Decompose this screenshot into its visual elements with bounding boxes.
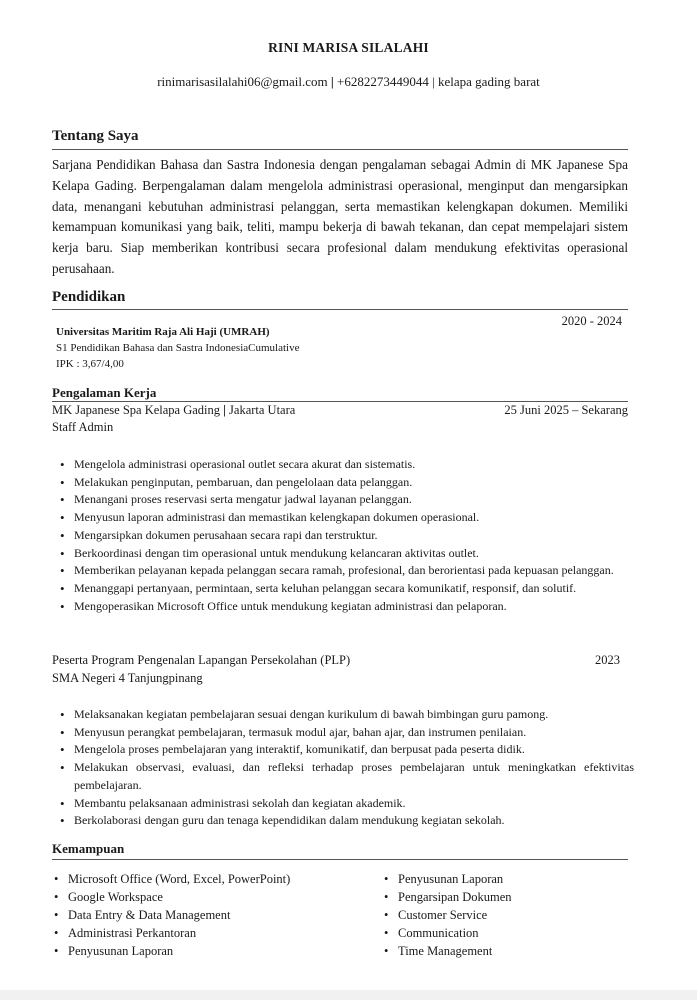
education-title: Pendidikan — [52, 289, 126, 305]
education-gpa: IPK : 3,67/4,00 — [56, 358, 124, 370]
section-divider — [52, 401, 628, 402]
job1-role: Staff Admin — [52, 420, 114, 434]
experience-title: Pengalaman Kerja — [52, 385, 157, 400]
skills-list-right — [382, 870, 632, 960]
skill-item: • Penyusunan Laporan — [382, 870, 632, 888]
skill-item: • Administrasi Perkantoran — [52, 924, 372, 942]
section-divider — [52, 859, 628, 860]
location: kelapa gading barat — [438, 74, 540, 89]
list-item: • Melakukan observasi, evaluasi, dan refleksi terhadap proses pembelajaran untuk meningkatkan efektivitas pembelajaran. — [52, 759, 634, 794]
job2-responsibilities — [52, 706, 634, 830]
email-link[interactable]: rinimarisasilalahi06@gmail.com — [157, 74, 328, 89]
section-divider — [52, 309, 628, 310]
education-degree: S1 Pendidikan Bahasa dan Sastra IndonesiaCumulative — [56, 342, 300, 354]
list-item: • Menyusun laporan administrasi dan memastikan kelengkapan dokumen operasional. — [52, 509, 634, 527]
separator: | — [223, 403, 226, 417]
job2-program: Peserta Program Pengenalan Lapangan Persekolahan (PLP) — [52, 653, 351, 667]
list-item: • Menanggapi pertanyaan, permintaan, serta keluhan pelanggan secara komunikatif, responsif, dan solutif. — [52, 580, 634, 598]
list-item: • Menyusun perangkat pembelajaran, termasuk modul ajar, bahan ajar, dan instrumen penilaian. — [52, 724, 634, 742]
skill-item: • Data Entry & Data Management — [52, 906, 372, 924]
list-item: • Mengoperasikan Microsoft Office untuk mendukung kegiatan administrasi dan pelaporan. — [52, 598, 634, 616]
skills-list-left — [52, 870, 372, 960]
skills-title: Kemampuan — [52, 841, 125, 856]
skill-item: • Customer Service — [382, 906, 632, 924]
job1-company: MK Japanese Spa Kelapa Gading — [52, 403, 221, 417]
contact-line — [0, 74, 697, 90]
list-item: • Menangani proses reservasi serta mengatur jadwal layanan pelanggan. — [52, 491, 634, 509]
job2-school: SMA Negeri 4 Tanjungpinang — [52, 671, 203, 685]
list-item: • Mengelola proses pembelajaran yang interaktif, komunikatif, dan berpusat pada peserta didik. — [52, 741, 634, 759]
list-item: • Melakukan penginputan, pembaruan, dan pengelolaan data pelanggan. — [52, 474, 634, 492]
job1-company-line — [52, 403, 295, 418]
candidate-name: RINI MARISA SILALAHI — [268, 40, 429, 55]
skill-item: • Penyusunan Laporan — [52, 942, 372, 960]
list-item: • Mengelola administrasi operasional outlet secara akurat dan sistematis. — [52, 456, 634, 474]
list-item: • Memberikan pelayanan kepada pelanggan secara ramah, profesional, dan berorientasi pada kepuasan pelanggan. — [52, 562, 634, 580]
list-item: • Berkoordinasi dengan tim operasional untuk mendukung kelancaran aktivitas outlet. — [52, 545, 634, 563]
job1-city: Jakarta Utara — [229, 403, 296, 417]
skill-item: • Microsoft Office (Word, Excel, PowerPoint) — [52, 870, 372, 888]
section-divider — [52, 149, 628, 150]
skill-item: • Time Management — [382, 942, 632, 960]
about-title: Tentang Saya — [52, 128, 139, 144]
bottom-bar — [0, 990, 697, 1000]
phone-number: +6282273449044 — [337, 74, 429, 89]
job1-period: 25 Juni 2025 – Sekarang — [504, 403, 628, 417]
list-item: • Berkolaborasi dengan guru dan tenaga kependidikan dalam mendukung kegiatan sekolah. — [52, 812, 634, 830]
education-institution: Universitas Maritim Raja Ali Haji (UMRAH) — [56, 326, 270, 338]
skill-item: • Pengarsipan Dokumen — [382, 888, 632, 906]
job2-year: 2023 — [595, 653, 620, 667]
job1-responsibilities — [52, 456, 634, 615]
separator: | — [330, 74, 334, 89]
skill-item: • Communication — [382, 924, 632, 942]
list-item: • Melaksanakan kegiatan pembelajaran sesuai dengan kurikulum di bawah bimbingan guru pamong. — [52, 706, 634, 724]
list-item: • Membantu pelaksanaan administrasi sekolah dan kegiatan akademik. — [52, 795, 634, 813]
skill-item: • Google Workspace — [52, 888, 372, 906]
about-text: Sarjana Pendidikan Bahasa dan Sastra Indonesia dengan pengalaman sebagai Admin di MK Japanese Spa Kelapa Gading. Berpengalaman dalam mengelola administrasi operasional, menginput dan mengarsipkan data, menangani kebutuhan administrasi pelanggan, serta memastikan kelengkapan dokumen. Memiliki kemampuan komunikasi yang baik, teliti, mampu bekerja di bawah tekanan, dan cepat mempelajari sistem kerja baru. Siap memberikan kontribusi secara profesional dalam mendukung efektivitas operasional perusahaan. — [52, 157, 628, 276]
list-item: • Mengarsipkan dokumen perusahaan secara rapi dan terstruktur. — [52, 527, 634, 545]
separator: | — [432, 74, 435, 89]
education-period: 2020 - 2024 — [561, 314, 622, 328]
